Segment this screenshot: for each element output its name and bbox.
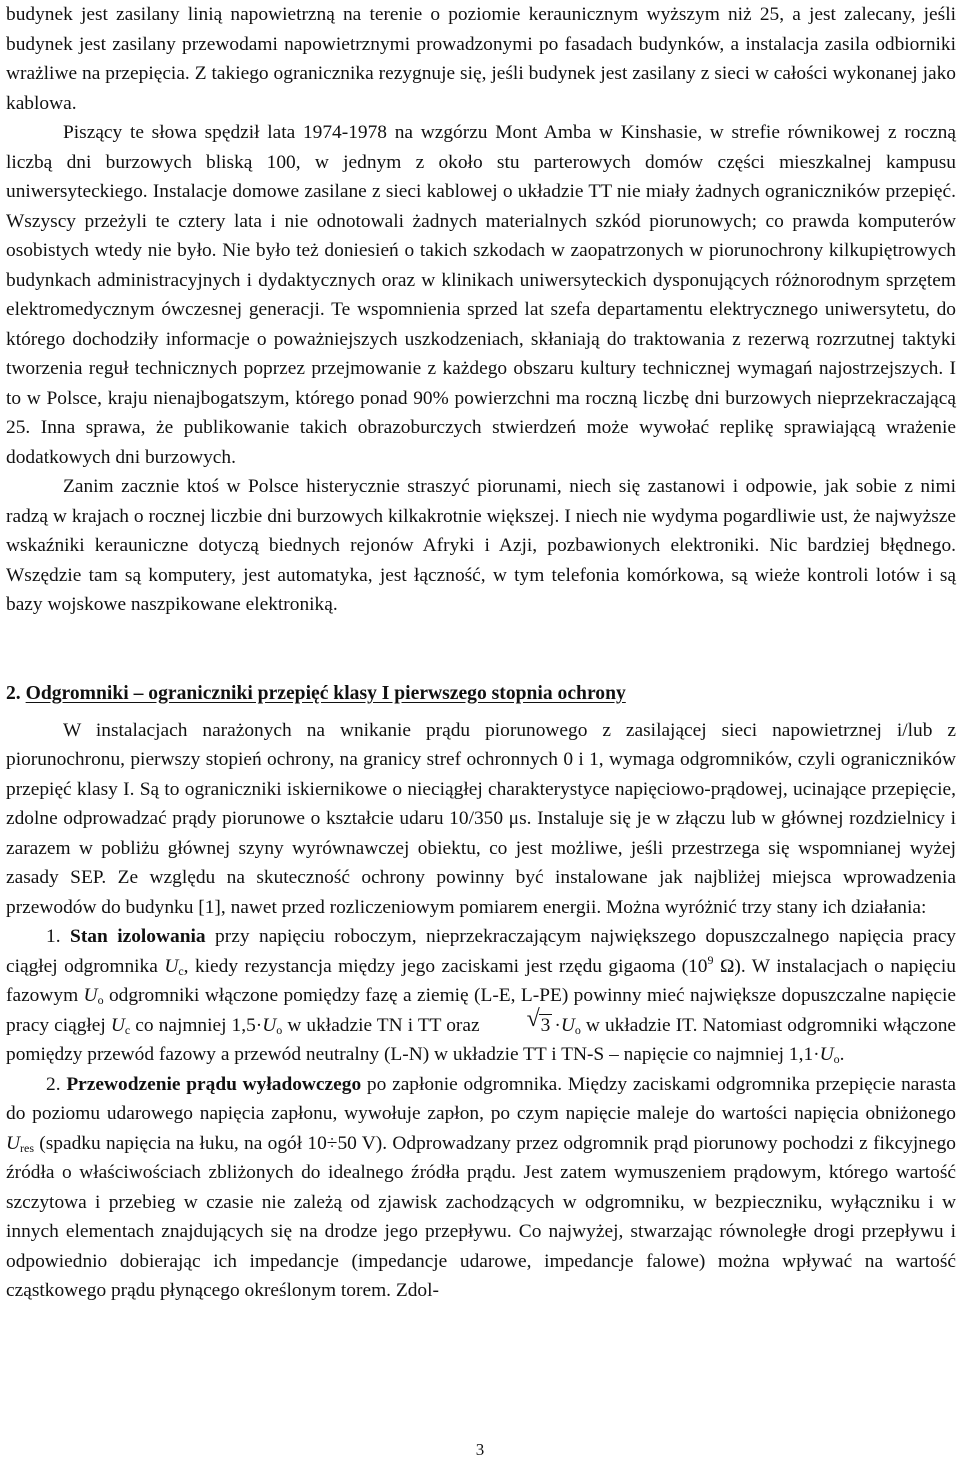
section-intro-paragraph: W instalacjach narażonych na wnikanie prądu piorunowego z zasilającej sieci napowietrznej i/lub z piorunochronu, pierwszy stopień ochrony, na granicy stref ochronnych 0 i 1, wymaga odgromników, czyli ograniczników przepięć klasy I. Są to ograniczniki iskiernikowe o nieciągłej charakterystyce napięciowo-prądowej, ucinające przepięcie, zdolne odprowadzać prądy piorunowe o kształcie udaru 10/350 μs. Instaluje się je w złączu lub w głównej rozdzielnicy i zarazem w pobliżu głównej szyny wyrównawczej obiektu, co jest możliwe, jeśli przestrzega się wspomnianej wyżej zasady SEP. Ze względu na skuteczność ochrony powinny być instalowane jak najbliżej miejsca wprowadzenia przewodów do budynku [1], nawet przed rozliczeniowym pomiarem energii. Można wyróżnić trzy stany ich działania: xyxy=(6,719,956,918)
document-page xyxy=(6,0,956,1306)
section-number: 2. xyxy=(6,682,21,704)
section-title: Odgromniki – ograniczniki przepięć klasy I pierwszego stopnia ochrony xyxy=(25,682,626,704)
intro-continuation-paragraph: budynek jest zasilany linią napowietrzną na terenie o poziomie keraunicznym wyższym niż 25, a jest zalecany, jeśli budynek jest zasilany przewodami napowietrznymi prowadzonymi po fasadach budynków, a instalacja zasila odbiorniki wrażliwe na przepięcia. Z takiego ogranicznika rezygnuje się, jeśli budynek jest zasilany z sieci w całości wykonanej jako kablowa. xyxy=(6,4,956,114)
section-heading xyxy=(6,678,956,710)
list-term: Przewodzenie prądu wyładowczego xyxy=(66,1073,362,1095)
list-term: Stan izolowania xyxy=(70,926,206,947)
poland-paragraph: Zanim zacznie ktoś w Polsce histerycznie straszyć piorunami, niech się zastanowi i odpowie, jak sobie z nimi radzą w krajach o rocznej liczbie dni burzowych kilkakrotnie większej. I niech nie wydyma pogardliwie ust, że najwyższe wskaźniki kerauniczne dotyczą biednych rejonów Afryki i Azji, pozbawionych elektroniki. Nic bardziej błędnego. Wszędzie tam są komputery, jest automatyka, jest łączność, w tym telefonia komórkowa, są wieże kontroli lotów i są bazy wojskowe naszpikowane elektroniką. xyxy=(6,476,956,615)
spacer xyxy=(6,620,956,678)
list-item-conduction: 2. Przewodzenie prądu wyładowczego po zapłonie odgromnika. Między zaciskami odgromnika przepięcie narasta do poziomu udarowego napięcia zapłonu, wywołuje zapłon, po czym napięcie maleje do wartości napięcia obniżonego $U_{res}$ (spadku napięcia na łuku, na ogół 10÷50 V). Odprowadzany przez odgromnik prąd piorunowy pochodzi z fikcyjnego źródła o właściwościach zbliżonych do idealnego źródła prądu. Jest zatem wymuszeniem prądowym, którego wartość szczytowa i przebieg w czasie nie zależą od zjawisk zachodzących w odgromniku, w bezpieczniku, wyłączniku i w innych elementach znajdujących się na drodze jego przepływu. Co najwyżej, stwarzając równoległe drogi przepływu i odpowiednio dobierając ich impedancje (impedancje udarowe, impedancje falowe) można wpływać na wartość cząstkowego prądu płynącego określonym torem. Zdol- xyxy=(6,1073,956,1301)
list-number: 1. xyxy=(46,926,61,947)
list-number: 2. xyxy=(46,1073,61,1095)
page-number: 3 xyxy=(475,1440,485,1459)
list-item-isolation: 1. Stan izolowania przy napięciu roboczym, nieprzekraczającym największego dopuszczalnego napięcia pracy ciągłej odgromnika $U_c$, kiedy rezystancja między jego zaciskami jest rzędu gigaoma ($10^9$ Ω). W instalacjach o napięciu fazowym $U_o$ odgromniki włączone pomiędzy fazę a ziemię (L-E, L-PE) powinny mieć największe dopuszczalne napięcie pracy ciągłej $U_c$ co najmniej $1,5\cdot U_o$ w układzie TN i TT oraz √ $3 \cdot U_o$ w układzie IT. Natomiast odgromniki włączone pomiędzy przewód fazowy a przewód neutralny (L-N) w układzie TT i TN-S – napięcie co najmniej $1,1\cdot U_o$. xyxy=(6,926,957,1066)
square-root-symbol: √ 3 xyxy=(526,1005,551,1036)
kinshasa-paragraph: Piszący te słowa spędził lata 1974-1978 na wzgórzu Mont Amba w Kinshasie, w strefie równikowej z roczną liczbą dni burzowych bliską 100, w jednym z około stu parterowych domów części mieszkalnej kampusu uniwersyteckiego. Instalacje domowe zasilane z sieci kablowej o układzie TT nie miały żadnych ograniczników przepięć. Wszyscy przeżyli te cztery lata i nie odnotowali żadnych materialnych szkód piorunowych; co prawda komputerów osobistych wtedy nie było. Nie było też doniesień o takich szkodach w zaopatrzonych w piorunochrony kilkupiętrowych budynkach administracyjnych i dydaktycznych oraz w klinikach uniwersyteckich dysponujących różnorodnym sprzętem elektromedycznym ówczesnej generacji. Te wspomnienia sprzed lat szefa departamentu elektrycznego uniwersytetu, do którego dochodziły informacje o poważniejszych uszkodzeniach, skłaniają do traktowania z rezerwą rozrzutnej taktyki tworzenia reguł technicznych poprzez przejmowanie z każdego obszaru kultury technicznej wymagań najostrzejszych. I to w Polsce, kraju nienajbogatszym, którego ponad 90% powierzchni ma roczną liczbę dni burzowych nieprzekraczającą 25. Inna sprawa, że publikowanie takich obrazoburczych stwierdzeń może wywołać replikę sprawiającą wrażenie dodatkowych dni burzowych. xyxy=(6,122,956,468)
